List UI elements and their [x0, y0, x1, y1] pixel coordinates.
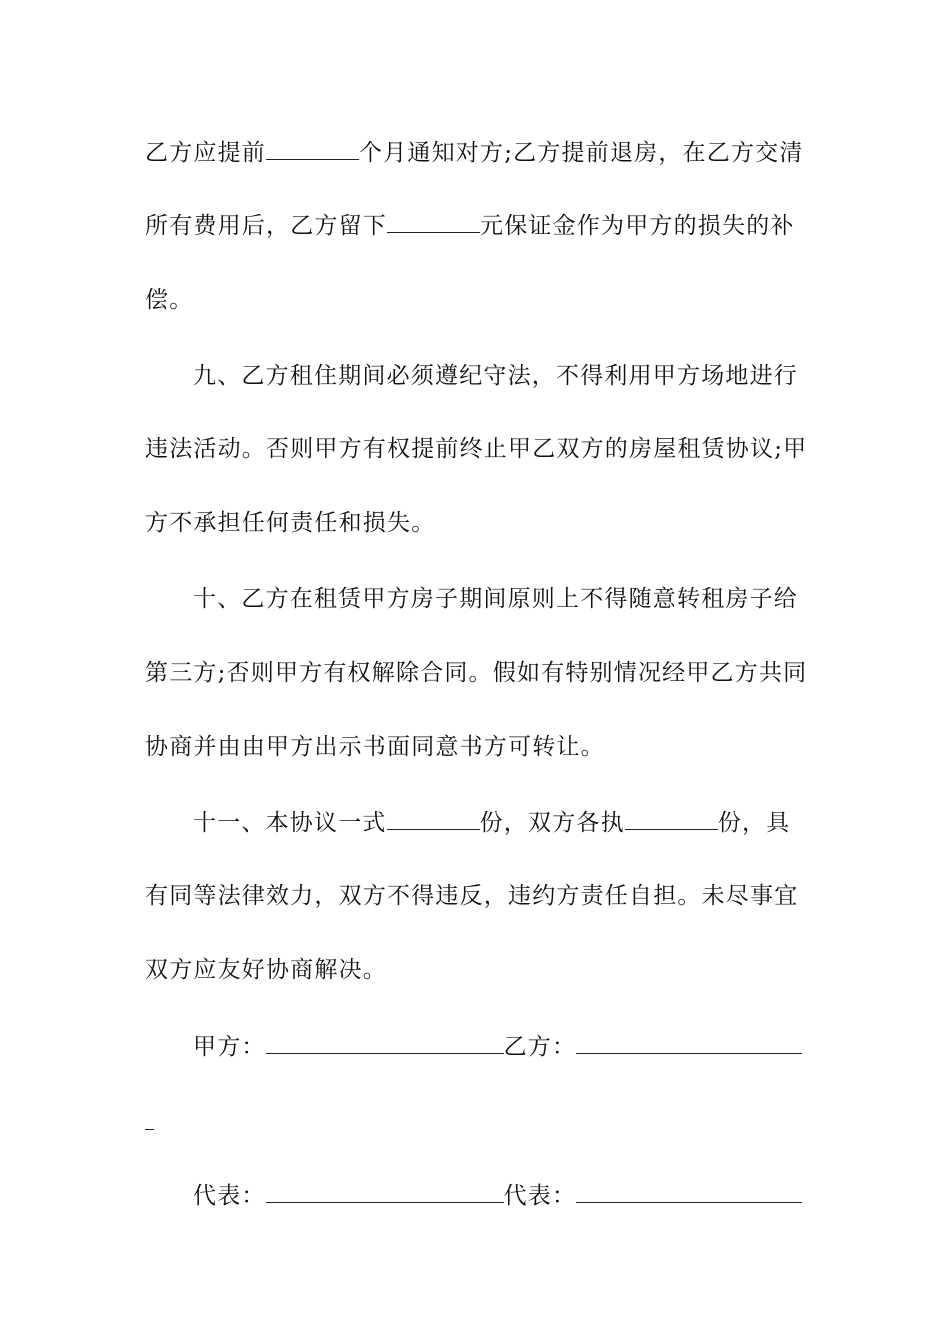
rep-b-label: 代表：	[503, 1183, 577, 1209]
party-a-signature-blank[interactable]	[266, 1033, 504, 1054]
clause-8-line-3	[145, 285, 810, 315]
clause-10-line-2: 第三方;否则甲方有权解除合同。假如有特别情况经甲乙方共同	[145, 660, 808, 686]
clause-11-text: 份，双方各执	[479, 810, 625, 836]
clause-8-text: 元保证金作为甲方的损失的补	[480, 213, 795, 239]
rep-a-label: 代表：	[193, 1183, 266, 1209]
clause-10-line-3: 协商并由由甲方出示书面同意书方可转让。	[145, 734, 605, 760]
copies-total-blank[interactable]	[387, 809, 480, 830]
notice-months-blank[interactable]	[266, 139, 359, 160]
rep-b-signature-blank[interactable]	[576, 1182, 802, 1203]
clause-11-line-3: 双方应友好协商解决。	[145, 957, 387, 983]
clause-9-line-1: 九、乙方租住期间必须遵纪守法，不得利用甲方场地进行	[193, 363, 798, 389]
clause-11-line-1	[193, 808, 810, 838]
clause-11-text: 十一、本协议一式	[193, 810, 387, 836]
copies-each-blank[interactable]	[625, 809, 718, 830]
party-signature-line	[193, 1032, 810, 1062]
clause-8-text: 个月通知对方;乙方提前退房，在乙方交清	[359, 140, 804, 166]
clause-8-line-2	[145, 211, 810, 241]
party-a-label: 甲方：	[193, 1034, 266, 1060]
signature-line-overflow	[145, 1129, 154, 1130]
clause-10-line-1: 十、乙方在租赁甲方房子期间原则上不得随意转租房子给	[193, 586, 798, 612]
clause-8-line-1	[145, 138, 810, 168]
party-b-signature-blank[interactable]	[576, 1033, 802, 1054]
clause-8-text: 乙方应提前	[145, 140, 266, 166]
clause-8-text: 所有费用后，乙方留下	[145, 213, 387, 239]
clause-9-line-2: 违法活动。否则甲方有权提前终止甲乙双方的房屋租赁协议;甲	[145, 436, 808, 462]
clause-11-line-2: 有同等法律效力，双方不得违反，违约方责任自担。未尽事宜	[145, 883, 799, 909]
clause-9-line-3: 方不承担任何责任和损失。	[145, 510, 436, 536]
representative-signature-line	[193, 1181, 810, 1211]
rep-a-signature-blank[interactable]	[266, 1182, 504, 1203]
clause-11-text: 份，具	[717, 810, 791, 836]
deposit-amount-blank[interactable]	[387, 212, 480, 233]
clause-8-text: 偿。	[145, 287, 194, 313]
party-b-label: 乙方：	[503, 1034, 577, 1060]
